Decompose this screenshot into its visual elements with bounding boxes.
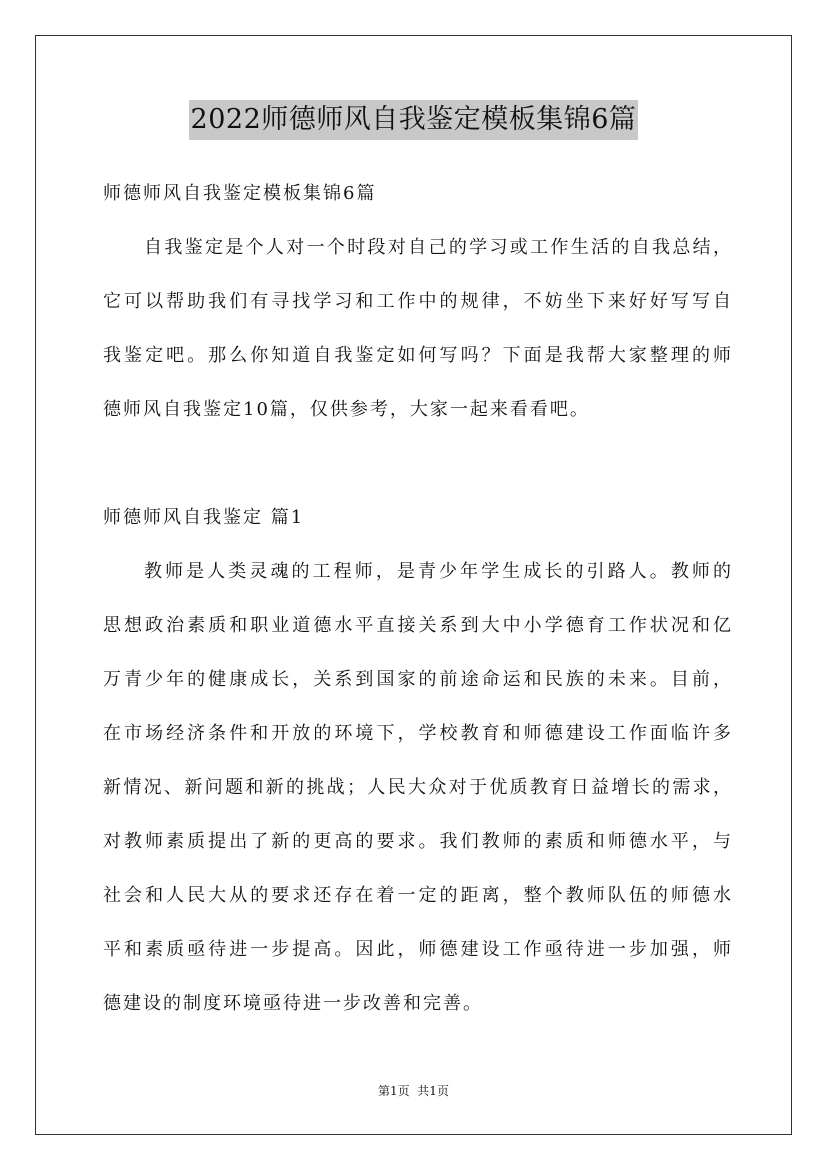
intro-line-3: 我鉴定吧。那么你知道自我鉴定如何写吗？下面是我帮大家整理的师 <box>103 345 733 366</box>
title-container <box>0 100 827 140</box>
page-footer: 第1页 共1页 <box>378 1084 449 1098</box>
body-line-4: 在市场经济条件和开放的环境下，学校教育和师德建设工作面临许多 <box>103 723 733 744</box>
section-heading: 师德师风自我鉴定 篇1 <box>103 507 305 528</box>
body-line-2: 思想政治素质和职业道德水平直接关系到大中小学德育工作状况和亿 <box>103 615 733 636</box>
body-line-9: 德建设的制度环境亟待进一步改善和完善。 <box>103 993 483 1014</box>
body-line-7: 社会和人民大从的要求还存在着一定的距离，整个教师队伍的师德水 <box>103 885 733 906</box>
intro-line-4: 德师风自我鉴定10篇，仅供参考，大家一起来看看吧。 <box>103 399 590 420</box>
document-title: 2022师德师风自我鉴定模板集锦6篇 <box>189 100 639 140</box>
body-line-3: 万青少年的健康成长，关系到国家的前途命运和民族的未来。目前， <box>103 669 733 690</box>
body-line-5: 新情况、新问题和新的挑战；人民大众对于优质教育日益增长的需求， <box>103 777 733 798</box>
body-line-6: 对教师素质提出了新的更高的要求。我们教师的素质和师德水平，与 <box>103 831 733 852</box>
document-subtitle: 师德师风自我鉴定模板集锦6篇 <box>103 183 377 204</box>
body-line-8: 平和素质亟待进一步提高。因此，师德建设工作亟待进一步加强，师 <box>103 939 733 960</box>
intro-line-2: 它可以帮助我们有寻找学习和工作中的规律，不妨坐下来好好写写自 <box>103 291 733 312</box>
intro-line-1: 自我鉴定是个人对一个时段对自己的学习或工作生活的自我总结， <box>144 237 733 258</box>
body-line-1: 教师是人类灵魂的工程师，是青少年学生成长的引路人。教师的 <box>144 561 733 582</box>
